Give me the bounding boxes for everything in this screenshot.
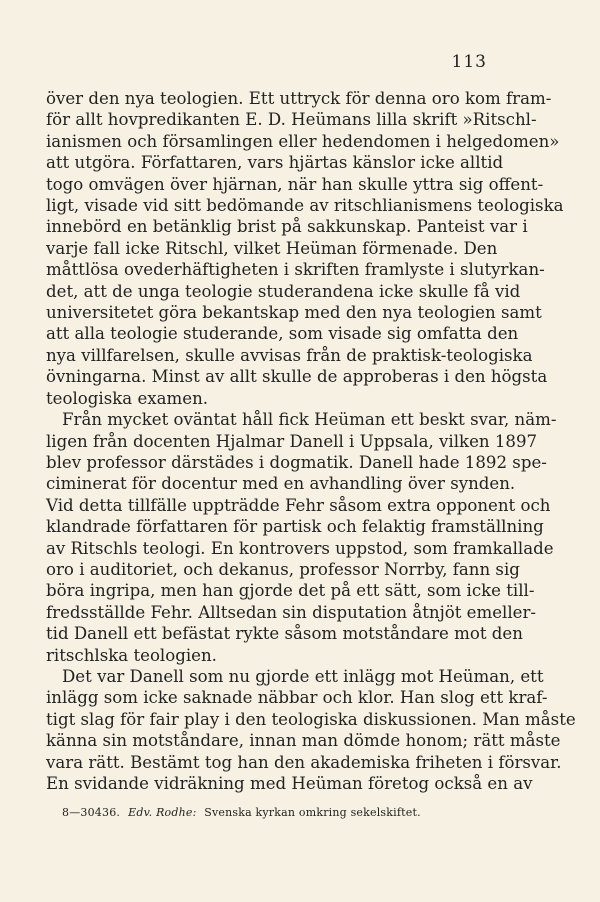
text-line: vara rätt. Bestämt tog han den akademiska friheten i försvar.	[46, 752, 562, 772]
text-line: övningarna. Minst av allt skulle de approberas i den högsta	[46, 367, 548, 387]
text-line: Det var Danell som nu gjorde ett inlägg mot Heüman, ett	[62, 666, 544, 686]
paragraph	[46, 666, 576, 794]
text-line: ciminerat för docentur med en avhandling över synden.	[46, 474, 516, 494]
text-line: ligen från docenten Hjalmar Danell i Uppsala, vilken 1897	[46, 431, 538, 451]
text-line: Från mycket oväntat håll fick Heüman ett beskt svar, näm-	[62, 410, 557, 430]
text-line: teologiska examen.	[46, 388, 209, 408]
text-line: inlägg som icke saknade näbbar och klor. Han slog ett kraf-	[46, 688, 548, 708]
text-line: oro i auditoriet, och dekanus, professor Norrby, fann sig	[46, 559, 520, 579]
text-line: ianismen och församlingen eller hedendomen i helgedomen»	[46, 131, 560, 151]
footer-title: Svenska kyrkan omkring sekelskiftet.	[204, 806, 421, 819]
text-line: universitetet göra bekantskap med den nya teologien samt	[46, 303, 542, 323]
paragraph	[46, 409, 557, 666]
text-line: blev professor därstädes i dogmatik. Danell hade 1892 spe-	[46, 452, 547, 472]
body-text	[46, 88, 576, 794]
page-number: 113	[451, 52, 487, 72]
text-line: över den nya teologien. Ett uttryck för denna oro kom fram-	[46, 89, 552, 108]
text-line: att utgöra. Författaren, vars hjärtas känslor icke alltid	[46, 153, 504, 173]
text-line: böra ingripa, men han gjorde det på ett sätt, som icke till-	[46, 581, 535, 601]
text-line: tid Danell ett befästat rykte såsom motståndare mot den	[46, 624, 523, 644]
text-line: klandrade författaren för partisk och felaktig framställning	[46, 517, 544, 537]
text-line: det, att de unga teologie studerandena icke skulle få vid	[46, 281, 521, 301]
text-line: måttlösa ovederhäftigheten i skriften framlyste i slutyrkan-	[46, 260, 545, 280]
text-line: av Ritschls teologi. En kontrovers uppstod, som framkallade	[46, 538, 554, 558]
text-line: nya villfarelsen, skulle avvisas från de praktisk-teologiska	[46, 345, 533, 365]
page-footer	[62, 806, 421, 819]
text-line: känna sin motståndare, innan man dömde honom; rätt måste	[46, 731, 561, 751]
text-line: för allt hovpredikanten E. D. Heümans lilla skrift »Ritschl-	[46, 110, 537, 130]
text-line: varje fall icke Ritschl, vilket Heüman förmenade. Den	[46, 238, 498, 258]
text-line: En svidande vidräkning med Heüman företog också en av	[46, 774, 533, 793]
printer-signature: 8—30436.	[62, 806, 121, 819]
text-line: togo omvägen över hjärnan, när han skulle yttra sig offent-	[46, 174, 544, 194]
text-line: ritschlska teologien.	[46, 645, 217, 665]
footer-author: Edv. Rodhe:	[128, 806, 197, 819]
text-line: att alla teologie studerande, som visade sig omfatta den	[46, 324, 519, 344]
text-line: Vid detta tillfälle uppträdde Fehr såsom extra opponent och	[46, 495, 551, 515]
text-line: innebörd en betänklig brist på sakkunskap. Panteist var i	[46, 217, 528, 237]
paragraph	[46, 88, 564, 409]
text-line: fredsställde Fehr. Alltsedan sin disputation åtnjöt emeller-	[46, 602, 536, 622]
text-line: tigt slag för fair play i den teologiska diskussionen. Man måste	[46, 709, 576, 729]
text-line: ligt, visade vid sitt bedömande av ritschlianismens teologiska	[46, 196, 564, 216]
